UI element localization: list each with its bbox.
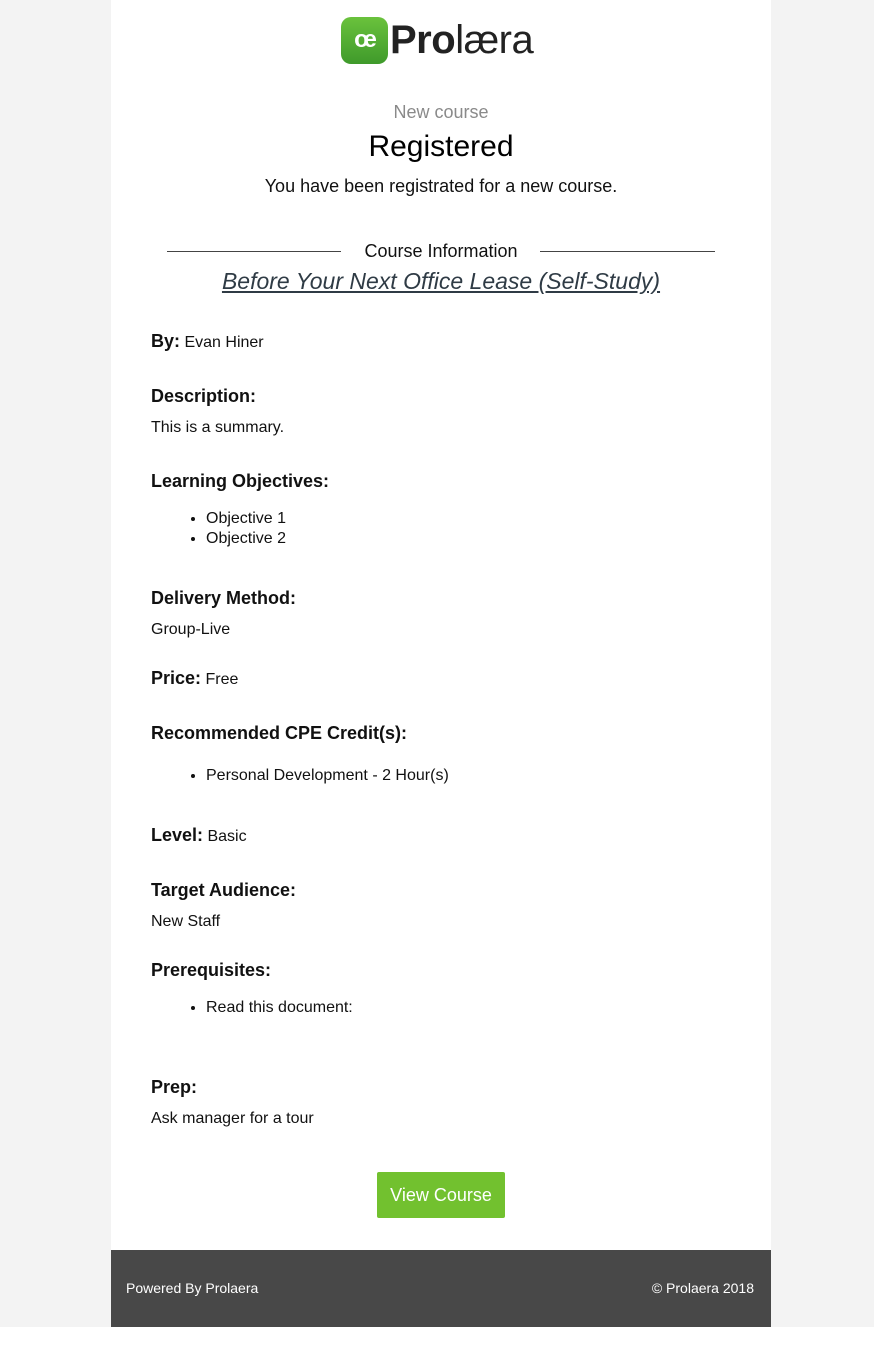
email-card — [111, 0, 771, 1250]
course-title-link[interactable]: Before Your Next Office Lease (Self-Study) — [221, 268, 661, 294]
cpe-label-text: Recommended CPE Credit(s): — [151, 723, 408, 743]
kicker-text: New course — [393, 102, 489, 122]
cpe-list — [151, 766, 449, 786]
prolaera-logo — [341, 16, 533, 64]
price-value: Free — [205, 671, 239, 688]
objectives-list — [151, 509, 286, 549]
objective-item: • Objective 2 — [206, 529, 286, 549]
objectives-label-text: Learning Objectives: — [151, 471, 330, 491]
price-row — [151, 668, 238, 689]
price-label: Price: — [151, 668, 202, 688]
cpe-label — [151, 723, 407, 744]
oe-logo-icon: œ — [341, 17, 388, 64]
by-value: Evan Hiner — [184, 334, 264, 351]
objectives-label — [151, 471, 329, 492]
audience-label — [151, 880, 296, 901]
subtitle-text: You have been registrated for a new course. — [264, 176, 618, 196]
page-title: Registered — [368, 130, 514, 163]
delivery-value: Group-Live — [151, 621, 231, 638]
audience-label-text: Target Audience: — [151, 880, 297, 900]
description-value: This is a summary. — [151, 419, 285, 436]
description-label — [151, 386, 256, 407]
delivery-label — [151, 588, 296, 609]
audience-value: New Staff — [151, 913, 221, 930]
delivery-label-text: Delivery Method: — [151, 588, 297, 608]
prereq-label-text: Prerequisites: — [151, 960, 272, 980]
footer-powered-by: Powered By Prolaera — [126, 1280, 259, 1296]
logo-wordmark-bold: Pro — [390, 17, 456, 62]
description-label-text: Description: — [151, 386, 257, 406]
by-row — [151, 331, 264, 352]
view-course-button[interactable]: View Course — [377, 1172, 505, 1218]
level-row — [151, 825, 247, 846]
course-info-label: Course Information — [364, 241, 518, 261]
prereq-item: • Read this document: — [206, 998, 353, 1018]
logo-wordmark — [390, 18, 533, 63]
level-label: Level: — [151, 825, 204, 845]
footer-copyright: © Prolaera 2018 — [651, 1280, 754, 1296]
objective-item: • Objective 1 — [206, 509, 286, 529]
level-value: Basic — [207, 828, 247, 845]
prereq-list — [151, 998, 353, 1018]
cpe-item: • Personal Development - 2 Hour(s) — [206, 766, 449, 786]
prep-label-text: Prep: — [151, 1077, 198, 1097]
divider-line-right — [540, 251, 715, 252]
course-info-divider — [167, 240, 715, 264]
prep-label — [151, 1077, 197, 1098]
by-label: By: — [151, 331, 181, 351]
prep-value: Ask manager for a tour — [151, 1110, 314, 1127]
footer — [111, 1250, 771, 1327]
logo-wordmark-light: læra — [455, 17, 534, 62]
prereq-label — [151, 960, 271, 981]
